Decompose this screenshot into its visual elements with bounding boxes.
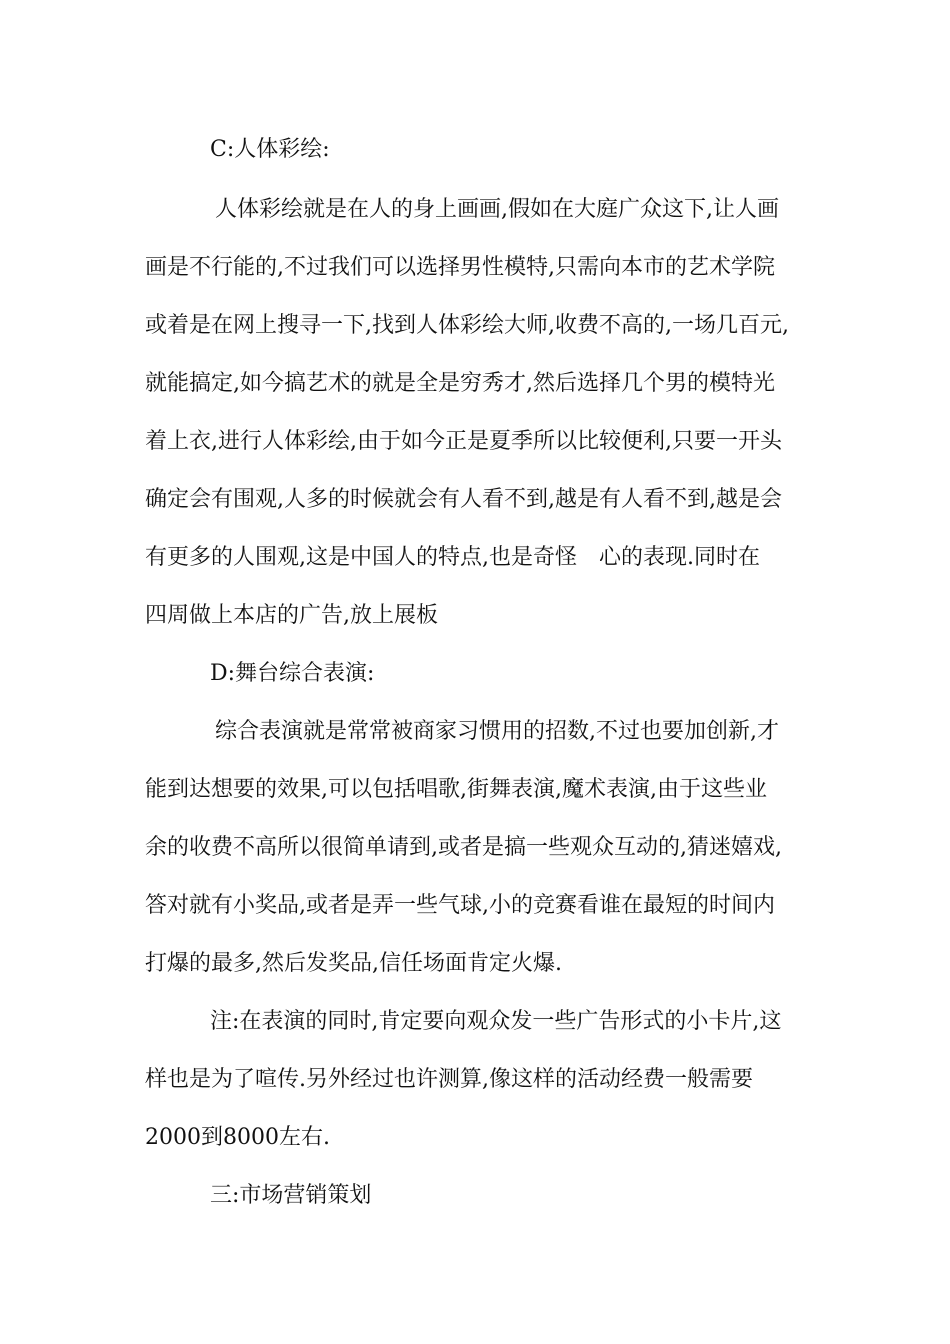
section-c-line-3: 或着是在网上搜寻一下,找到人体彩绘大师,收费不高的,一场几百元, [145, 313, 789, 338]
section-c-line-4: 就能搞定,如今搞艺术的就是全是穷秀才,然后选择几个男的模特光 [145, 371, 775, 396]
section-c-line-7: 有更多的人围观,这是中国人的特点,也是奇怪 心的表现.同时在 [145, 545, 760, 570]
section-c-line-8: 四周做上本店的广告,放上展板 [145, 603, 438, 628]
section-d-line-1: 综合表演就是常常被商家习惯用的招数,不过也要加创新,才 [215, 719, 779, 744]
note-line-3: 2000到8000左右. [145, 1125, 330, 1150]
section-c-line-5: 着上衣,进行人体彩绘,由于如今正是夏季所以比较便利,只要一开头 [145, 429, 782, 454]
section-d-line-4: 答对就有小奖品,或者是弄一些气球,小的竞赛看谁在最短的时间内 [145, 893, 775, 918]
section-c-line-6: 确定会有围观,人多的时候就会有人看不到,越是有人看不到,越是会 [145, 487, 782, 512]
note-line-2: 样也是为了喧传.另外经过也许测算,像这样的活动经费一般需要 [145, 1067, 753, 1092]
section-d-line-5: 打爆的最多,然后发奖品,信任场面肯定火爆. [145, 951, 562, 976]
section-c-heading: C:人体彩绘: [210, 137, 330, 162]
section-d-heading: D:舞台综合表演: [210, 661, 375, 686]
section-c-line-2: 画是不行能的,不过我们可以选择男性模特,只需向本市的艺术学院 [145, 255, 775, 280]
section-3-heading: 三:市场营销策划 [210, 1183, 372, 1208]
section-c-line-1: 人体彩绘就是在人的身上画画,假如在大庭广众这下,让人画 [215, 197, 779, 222]
section-d-line-2: 能到达想要的效果,可以包括唱歌,街舞表演,魔术表演,由于这些业 [145, 777, 767, 802]
note-line-1: 注:在表演的同时,肯定要向观众发一些广告形式的小卡片,这 [210, 1009, 782, 1034]
section-d-line-3: 余的收费不高所以很简单请到,或者是搞一些观众互动的,猜迷嬉戏, [145, 835, 782, 860]
